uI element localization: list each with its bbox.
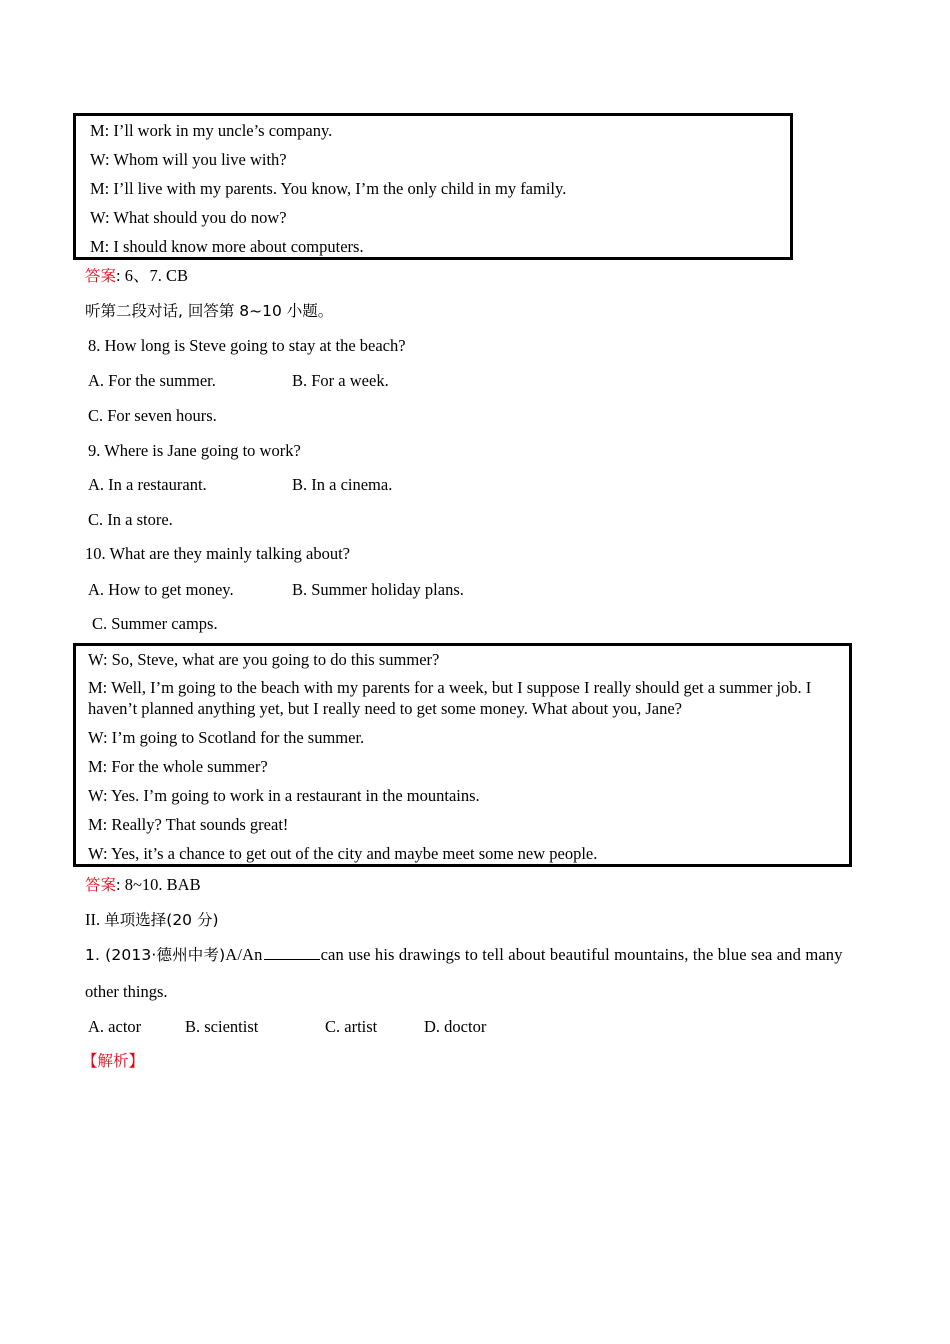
question-10-option-c[interactable]: C. Summer camps.	[92, 614, 218, 633]
question-8-option-b[interactable]: B. For a week.	[292, 371, 389, 390]
transcript-1-line-4: W: What should you do now?	[90, 208, 287, 227]
transcript-2-line-5: W: Yes. I’m going to work in a restaurant in the mountains.	[88, 786, 480, 805]
mcq-1-stem-line-1	[85, 945, 843, 965]
section-2-heading	[85, 910, 219, 930]
question-10-option-a[interactable]: A. How to get money.	[88, 580, 234, 599]
answer-label-1: 答案	[85, 267, 117, 285]
mcq-1-stem-line-2: other things.	[85, 982, 168, 1001]
mcq-1-stem-after-blank: can use his drawings to tell about beautiful mountains, the blue sea and many	[320, 945, 843, 964]
transcript-1-line-5: M: I should know more about computers.	[90, 237, 364, 256]
answer-line-1	[85, 266, 188, 286]
transcript-2-line-2: M: Well, I’m going to the beach with my parents for a week, but I suppose I really should get a summer job. I haven’t planned anything yet, but I really need to get some money. What about you, Jane?	[88, 678, 812, 718]
question-8-option-a[interactable]: A. For the summer.	[88, 371, 216, 390]
transcript-2-line-4: M: For the whole summer?	[88, 757, 268, 776]
question-10-option-b[interactable]: B. Summer holiday plans.	[292, 580, 464, 599]
mcq-1-option-b[interactable]: B. scientist	[185, 1017, 259, 1036]
transcript-box-2	[73, 643, 852, 867]
transcript-box-1	[73, 113, 793, 260]
mcq-1-stem-before-blank: A/An	[225, 945, 263, 964]
mcq-1-option-c[interactable]: C. artist	[325, 1017, 378, 1036]
answer-value-2: : 8~10. BAB	[116, 875, 201, 894]
mcq-1-option-d[interactable]: D. doctor	[424, 1017, 487, 1036]
question-9-option-a[interactable]: A. In a restaurant.	[88, 475, 207, 494]
question-9-stem: 9. Where is Jane going to work?	[88, 441, 301, 460]
section-2-score: (20 分)	[166, 911, 219, 929]
transcript-1-line-2: W: Whom will you live with?	[90, 150, 287, 169]
transcript-2-line-6: M: Really? That sounds great!	[88, 815, 289, 834]
transcript-1-line-3: M: I’ll live with my parents. You know, I’m the only child in my family.	[90, 179, 567, 198]
question-10-stem: 10. What are they mainly talking about?	[85, 544, 350, 563]
answer-value-1: : 6、7. CB	[116, 266, 188, 285]
transcript-1-line-1: M: I’ll work in my uncle’s company.	[90, 121, 333, 140]
section-2-roman: II.	[85, 910, 105, 929]
question-8-option-c[interactable]: C. For seven hours.	[88, 406, 217, 425]
transcript-2-line-3: W: I’m going to Scotland for the summer.	[88, 728, 365, 747]
analysis-marker: 【解析】	[82, 1052, 145, 1070]
listening-instruction-2: 听第二段对话, 回答第 8~10 小题。	[85, 302, 334, 320]
question-9-option-b[interactable]: B. In a cinema.	[292, 475, 393, 494]
question-9-option-c[interactable]: C. In a store.	[88, 510, 173, 529]
section-2-title: 单项选择	[104, 911, 167, 929]
answer-label-2: 答案	[85, 876, 117, 894]
question-8-stem: 8. How long is Steve going to stay at the beach?	[88, 336, 406, 355]
mcq-1-option-a[interactable]: A. actor	[88, 1017, 142, 1036]
transcript-2-line-7: W: Yes, it’s a chance to get out of the city and maybe meet some new people.	[88, 844, 598, 863]
transcript-2-line-1: W: So, Steve, what are you going to do this summer?	[88, 650, 440, 669]
mcq-1-source: 1. (2013·德州中考)	[85, 946, 226, 964]
answer-line-2	[85, 875, 201, 895]
mcq-1-blank[interactable]	[264, 946, 320, 960]
